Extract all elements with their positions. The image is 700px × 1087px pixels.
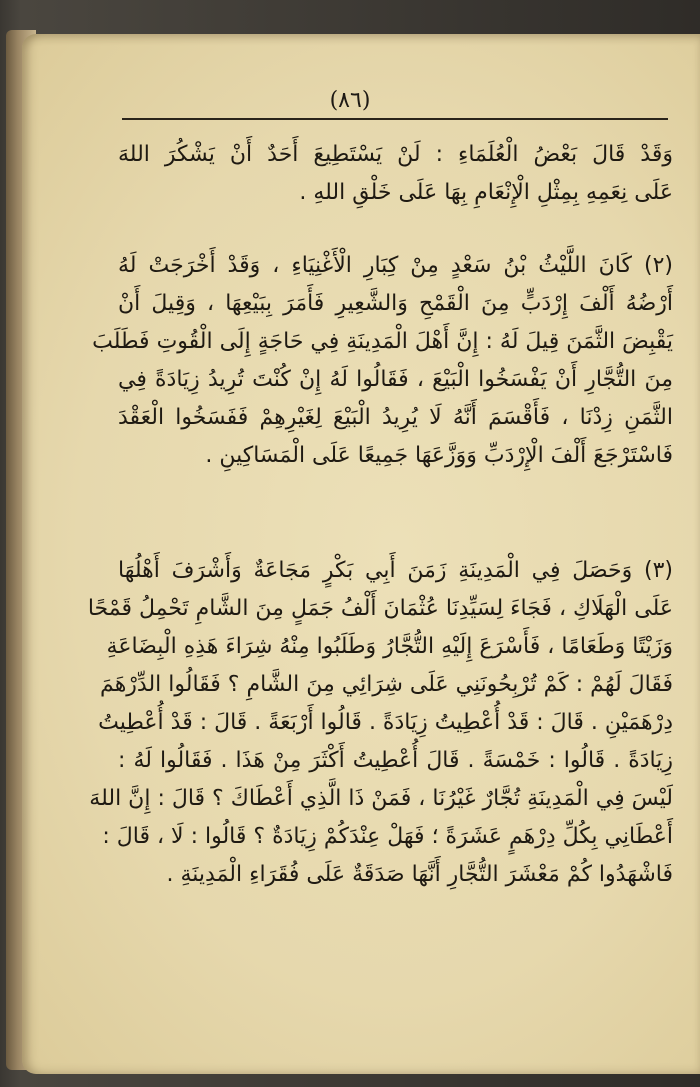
text-line: الثَّمَنِ زِدْنَا ، فَأَقْسَمَ أَنَّهُ لَا يُرِيدُ الْبَيْعَ لِغَيْرِهِمْ فَفَسَخُوا الْعَقْدَ [118, 405, 673, 430]
text-line: يَقْبِضَ الثَّمَنَ قِيلَ لَهُ : إِنَّ أَهْلَ الْمَدِينَةِ فِي حَاجَةٍ إِلَى الْقُوتِ فَطَلَبَ [92, 329, 673, 354]
text-line: (٢) كَانَ اللَّيْثُ بْنُ سَعْدٍ مِنْ كِبَارِ الْأَغْنِيَاءِ ، وَقَدْ أَخْرَجَتْ لَهُ [118, 253, 673, 278]
text-line: فَقَالَ لَهُمْ : كَمْ تُرْبِحُونَنِي عَلَى شِرَائِي مِنَ الشَّامِ ؟ فَقَالُوا الدِّرْهَمَ [100, 672, 673, 697]
paragraph-3 [87, 552, 673, 894]
page-number: (٨٦) [329, 88, 371, 113]
intro-paragraph [118, 136, 673, 212]
text-line: عَلَى نِعَمِهِ بِمِثْلِ الْإِنْعَامِ بِهَا عَلَى خَلْقِ اللهِ . [299, 180, 673, 205]
text-line: مِنَ التُّجَّارِ أَنْ يَفْسَخُوا الْبَيْعَ ، فَقَالُوا لَهُ إِنْ كُنْتَ تُرِيدُ زِيَادَةً فِي [118, 367, 673, 392]
text-line: زِيَادَةً . قَالُوا : خَمْسَةً . قَالَ أُعْطِيتُ أَكْثَرَ مِنْ هَذَا . فَقَالُوا لَهُ : [118, 748, 673, 773]
text-line: فَاشْهَدُوا كُمْ مَعْشَرَ التُّجَّارِ أَنَّهَا صَدَقَةٌ عَلَى فُقَرَاءِ الْمَدِينَةِ . [166, 862, 673, 887]
text-line: وَزَيْتًا وَطَعَامًا ، فَأَسْرَعَ إِلَيْهِ التُّجَّارُ وَطَلَبُوا مِنْهُ شِرَاءَ هَذِهِ الْبِضَاعَةِ [106, 634, 673, 659]
text-line: عَلَى الْهَلَاكِ ، فَجَاءَ لِسَيِّدِنَا عُثْمَانَ أَلْفُ جَمَلٍ مِنَ الشَّامِ تَحْمِلُ قَمْحًا [87, 596, 673, 621]
text-line: دِرْهَمَيْنِ . قَالَ : قَدْ أُعْطِيتُ زِيَادَةً . قَالُوا أَرْبَعَةً . قَالَ : قَدْ أُعْطِيتُ [98, 710, 673, 735]
text-line: (٣) وَحَصَلَ فِي الْمَدِينَةِ زَمَنَ أَبِي بَكْرٍ مَجَاعَةٌ وَأَشْرَفَ أَهْلُهَا [118, 558, 673, 583]
text-line: وَقَدْ قَالَ بَعْضُ الْعُلَمَاءِ : لَنْ يَسْتَطِيعَ أَحَدٌ أَنْ يَشْكُرَ اللهَ [118, 142, 673, 167]
paragraph-2 [92, 247, 673, 475]
text-line: أَعْطَانِي بِكُلِّ دِرْهَمٍ عَشَرَةً ؛ فَهَلْ عِنْدَكُمْ زِيَادَةٌ ؟ قَالُوا : لَا ، قَالَ : [102, 824, 673, 849]
text-line: فَاسْتَرْجَعَ أَلْفَ الْإِرْدَبِّ وَوَزَّعَهَا جَمِيعًا عَلَى الْمَسَاكِينِ . [205, 443, 673, 468]
header-divider [122, 118, 668, 120]
text-line: لَيْسَ فِي الْمَدِينَةِ تُجَّارٌ غَيْرُنَا ، فَمَنْ ذَا الَّذِي أَعْطَاكَ ؟ قَالَ : إِنَّ اللهَ [89, 786, 673, 811]
text-line: أَرْضُهُ أَلْفَ إِرْدَبٍّ مِنَ الْقَمْحِ وَالشَّعِيرِ فَأَمَرَ بِبَيْعِهَا ، وَقِيلَ أَنْ [118, 291, 673, 316]
